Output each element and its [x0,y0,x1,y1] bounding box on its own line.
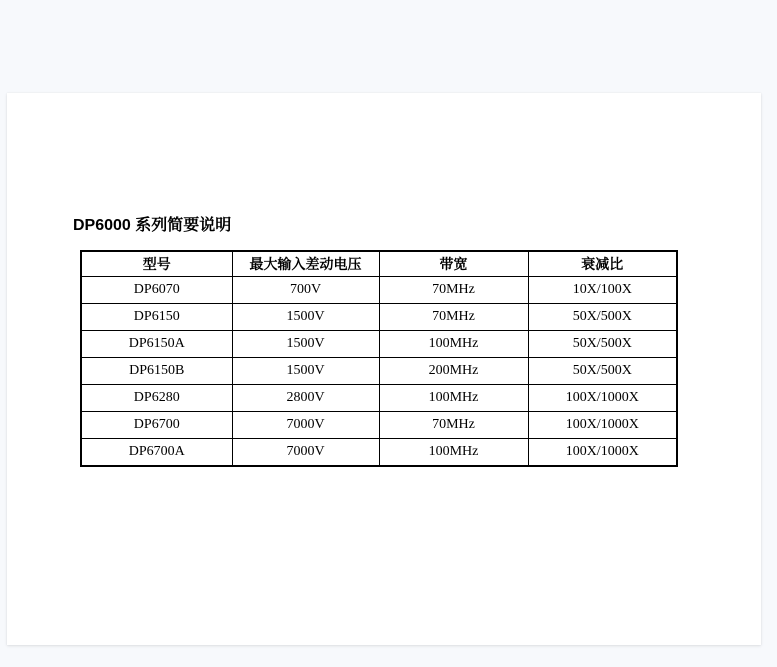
column-header: 最大输入差动电压 [232,251,379,277]
table-cell: 200MHz [379,358,528,385]
document-title: DP6000 系列简要说明 [73,217,232,234]
table-cell: 70MHz [379,304,528,331]
table-cell: 2800V [232,385,379,412]
table-cell: 10X/100X [528,277,677,304]
table-cell: 1500V [232,304,379,331]
table-cell: DP6150A [81,331,232,358]
header-row [81,251,677,277]
column-header: 型号 [81,251,232,277]
table-cell: 7000V [232,412,379,439]
table-row [81,385,677,412]
table-cell: DP6700 [81,412,232,439]
table-cell: 7000V [232,439,379,467]
table-cell: 1500V [232,331,379,358]
table-cell: 1500V [232,358,379,385]
table-cell: DP6070 [81,277,232,304]
table-row [81,439,677,467]
table-cell: DP6150 [81,304,232,331]
table-cell: 100MHz [379,385,528,412]
column-header: 衰减比 [528,251,677,277]
table-cell: 70MHz [379,412,528,439]
table-row [81,304,677,331]
table-cell: DP6280 [81,385,232,412]
table-cell: DP6150B [81,358,232,385]
table-row [81,331,677,358]
table-cell: 100MHz [379,439,528,467]
spec-table [80,250,678,467]
table-cell: 50X/500X [528,358,677,385]
table-cell: 70MHz [379,277,528,304]
table-cell: 700V [232,277,379,304]
column-header: 带宽 [379,251,528,277]
spec-table-head [81,251,677,277]
spec-table-body [81,277,677,467]
table-cell: 100MHz [379,331,528,358]
document-page [7,93,761,645]
table-cell: 100X/1000X [528,439,677,467]
table-row [81,412,677,439]
table-cell: DP6700A [81,439,232,467]
table-cell: 50X/500X [528,304,677,331]
table-cell: 100X/1000X [528,385,677,412]
table-cell: 100X/1000X [528,412,677,439]
table-cell: 50X/500X [528,331,677,358]
table-row [81,358,677,385]
table-row [81,277,677,304]
